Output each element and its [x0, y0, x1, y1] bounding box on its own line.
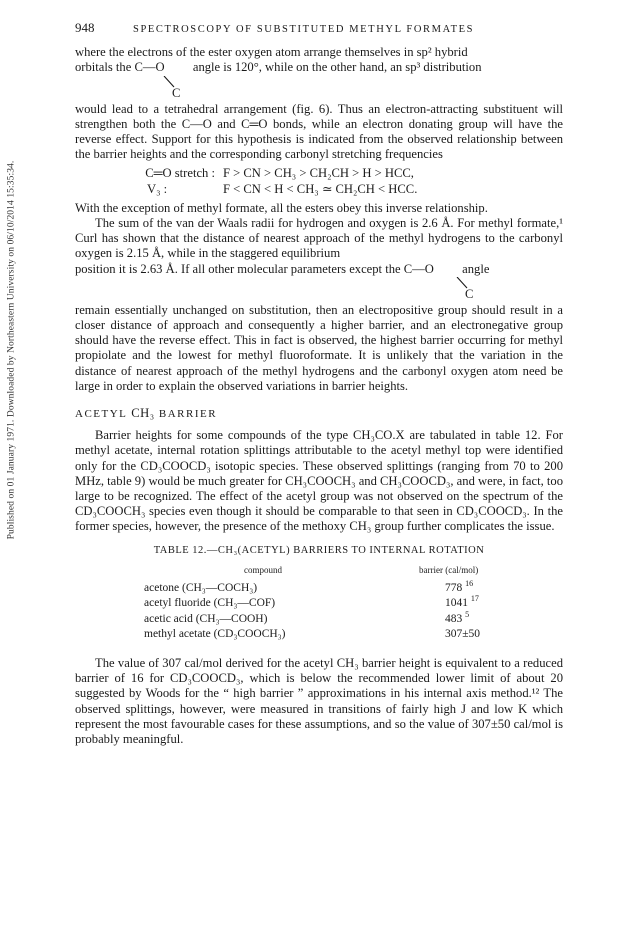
barrier-table-grid: [143, 563, 481, 642]
angle-line-1: [75, 60, 563, 75]
paragraph-4: Barrier heights for some compounds of the type CH₃CO.X are tabulated in table 12. For methyl acetate, internal rotation splittings attributable to the acetyl methyl top were identified only for the CD₃COOCD₃ isotopic species. These observed splittings (ranging from 70 to 200 MHz, table 9) would be much greater for CH₃COOCH₃ and CH₃COOCD₃, and were, in fact, too large to be recognized. The effect of the acetyl group was not observed on the spectrum of the CD₃COOCH₃ species even though it should be comparable to that seen in CD₃COOCD₃. In the former species, however, the presence of the methoxy CH₃ group further complicates the issue.: [75, 428, 563, 534]
paragraph-1-line-2a: orbitals the C—O: [75, 60, 165, 75]
table-cell-compound: acetic acid (CH₃—COOH): [144, 612, 268, 625]
section-heading-b: CH₃: [131, 406, 155, 421]
page-number: 948: [75, 20, 95, 35]
page-header: [75, 20, 563, 37]
angle-line-2: [75, 262, 563, 277]
angle-figure-1: [75, 76, 563, 102]
reference-number: 17: [470, 594, 479, 604]
table-header-barrier: barrier (cal/mol): [419, 564, 479, 575]
barrier-value: 307±50: [445, 627, 481, 640]
page-body: [75, 20, 563, 747]
table-row: [143, 596, 481, 611]
equation-label-stretch: C═O stretch :: [145, 166, 215, 181]
barrier-table: [75, 543, 563, 642]
equation-label-barrier: V₃ :: [147, 181, 168, 196]
barrier-value: 483: [445, 612, 463, 625]
paragraph-3-line-b1: position it is 2.63 Å. If all other molecular parameters except the C—O: [75, 261, 434, 276]
section-heading: [75, 406, 563, 422]
section-heading-a: ACETYL: [75, 408, 127, 421]
angle-carbon-label: C: [172, 85, 181, 100]
table-cell-barrier: [383, 581, 481, 596]
table-row: [143, 581, 481, 596]
equation-row-barrier: [75, 182, 563, 197]
download-notice: [4, 90, 18, 610]
paragraph-1-rest: would lead to a tetrahedral arrangement (fig. 6). Thus an electron-attracting substituent will strengthen both the C—O and C═O bonds, while an electron donating group will have the reverse effect. Support for this hypothesis is indicated from the observed relationship between the barrier heights and the corresponding carbonyl stretching frequencies: [75, 101, 563, 162]
table-row: [143, 612, 481, 627]
table-cell-barrier: [383, 609, 481, 627]
running-title: SPECTROSCOPY OF SUBSTITUTED METHYL FORMATES: [133, 24, 475, 35]
paragraph-3-line-b2: angle: [462, 261, 490, 276]
reference-number: 5: [465, 609, 470, 619]
table-cell-compound: methyl acetate (CD₃COOCH₃): [144, 627, 286, 640]
equation-row-stretch: [75, 166, 563, 181]
paragraph-3a: The sum of the van der Waals radii for hydrogen and oxygen is 2.6 Å. For methyl formate,¹ Curl has shown that the distance of nearest approach of the methyl hydrogens to the carbonyl oxygen is 2.15 Å, while in the staggered equilibrium: [75, 216, 563, 261]
table-header-compound: compound: [244, 564, 282, 575]
download-notice-text: Published on 01 January 1971. Downloaded by Northeastern University on 06/10/2014 15:35:34.: [6, 160, 17, 540]
paragraph-5: The value of 307 cal/mol derived for the acetyl CH₃ barrier height is equivalent to a reduced barrier of 16 for CD₃COOCD₃, which is below the recommended lower limit of about 20 suggested by Woods for the “ high barrier ” approximations in his internal axis method.¹² The observed splittings, however, were measured in transitions of fairly high J and low K which represent the most favourable cases for these assumptions, and so the value of 307±50 cal/mol is probably meaningful.: [75, 655, 563, 746]
table-cell-compound: acetyl fluoride (CH₃—COF): [144, 597, 276, 610]
stretch-barrier-relations: [75, 166, 563, 196]
table-row: [143, 627, 481, 642]
reference-number: 16: [465, 579, 474, 589]
equation-expr-barrier: F < CN < H < CH₃ ≃ CH₂CH < HCC.: [223, 181, 418, 196]
table-cell-compound: acetone (CH₃—COCH₃): [144, 582, 258, 595]
angle-figure-2: [75, 277, 563, 303]
barrier-value: 778: [445, 582, 463, 595]
equation-expr-stretch: F > CN > CH₃ > CH₂CH > H > HCC,: [223, 166, 414, 181]
paragraph-3c: remain essentially unchanged on substitution, then an electropositive group should result in a closer distance of approach and consequently a higher barrier, and an electronegative group should have the reverse effect. This in fact is observed, the highest barrier occurring for methyl propiolate and the lowest for methyl fluoroformate. It is unlikely that the variation in the distance of nearest approach of the methyl hydrogens and the carbonyl oxygen atom need be large in order to explain the observed variations in barrier heights.: [75, 302, 563, 393]
angle-carbon-label-2: C: [465, 286, 474, 301]
paragraph-1-line-2b: angle is 120°, while on the other hand, an sp³ distribution: [192, 60, 482, 75]
barrier-value: 1041: [445, 597, 468, 610]
section-heading-c: BARRIER: [158, 408, 218, 421]
table-title: TABLE 12.—CH₃(ACETYL) BARRIERS TO INTERNAL ROTATION: [153, 544, 485, 556]
paragraph-1-line-1: where the electrons of the ester oxygen atom arrange themselves in sp² hybrid: [75, 45, 468, 60]
paragraph-2: With the exception of methyl formate, all the esters obey this inverse relationship.: [75, 200, 488, 215]
table-cell-barrier: [383, 627, 481, 642]
